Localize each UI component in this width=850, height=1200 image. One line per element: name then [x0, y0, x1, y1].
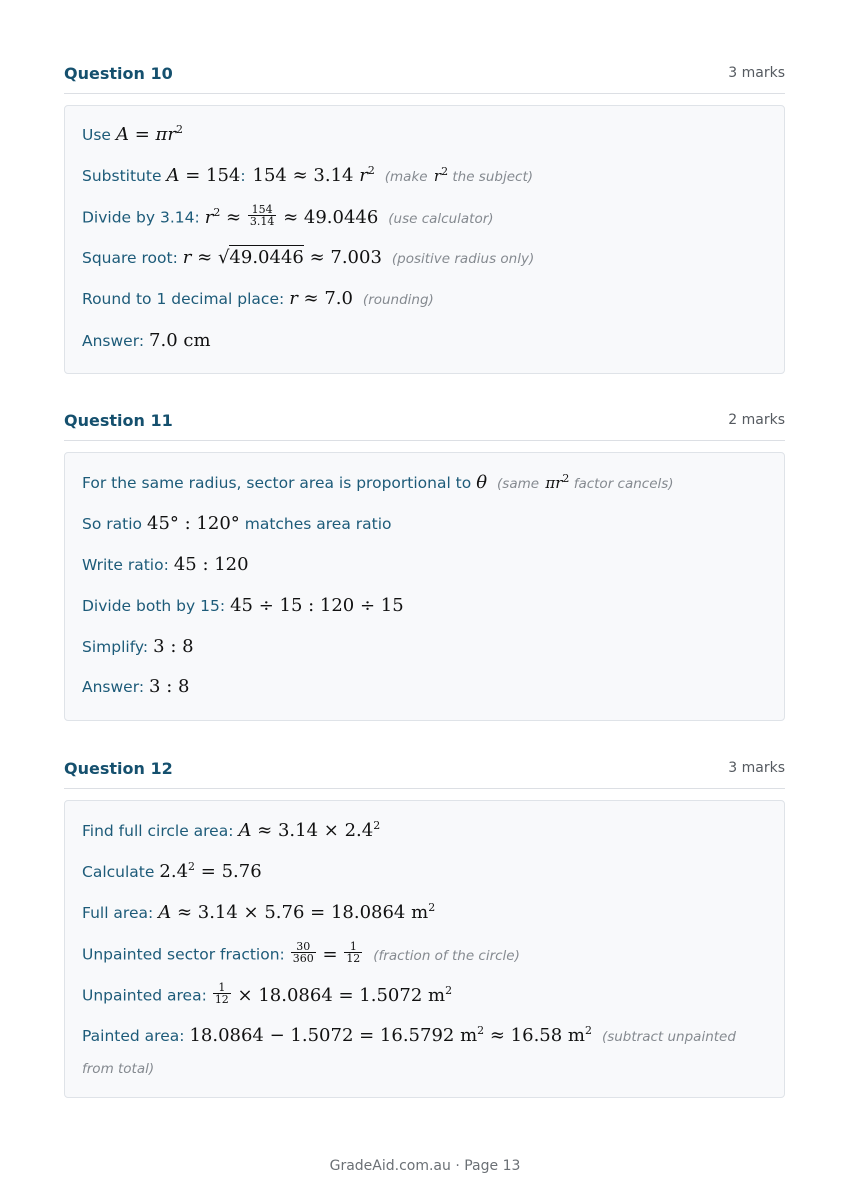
- question-12-solution: [64, 800, 785, 1098]
- step-label: Calculate: [82, 863, 155, 881]
- step-note: (use calculator): [388, 210, 494, 227]
- solution-step: [82, 247, 770, 270]
- step-math: r ≈ √49.0446 ≈ 7.003: [182, 247, 382, 268]
- step-label: Unpainted area:: [82, 986, 207, 1005]
- step-label: Answer:: [82, 678, 145, 696]
- solution-step: [82, 330, 770, 352]
- step-label: Round to 1 decimal place:: [82, 290, 285, 308]
- solution-step: [82, 981, 770, 1007]
- step-note: (make $r^2$ the subject): [384, 165, 534, 185]
- solution-step: [82, 940, 770, 967]
- step-label: Painted area:: [82, 1027, 185, 1045]
- step-label: Find full circle area:: [82, 822, 234, 840]
- step-label: Answer:: [82, 332, 145, 350]
- step-note: (fraction of the circle): [373, 947, 520, 964]
- solution-step: [82, 902, 770, 924]
- step-math: r ≈ 7.0: [289, 288, 353, 309]
- solution-step: Substitute A = 154: 154 ≈ 3.14 $r^2$ (make $r^2$ the subject): [82, 164, 534, 186]
- step-label: So ratio: [82, 515, 142, 533]
- step-label: Substitute: [82, 167, 162, 185]
- solution-step: [82, 595, 770, 617]
- page-footer: GradeAid.com.au · Page 13: [329, 1158, 521, 1174]
- question-title: Question 12: [64, 759, 173, 778]
- step-note: (rounding): [362, 292, 434, 308]
- step-note: (positive radius only): [391, 251, 535, 267]
- step-math: $\frac{1}{12}$ × 18.0864 = 1.5072 $m^2$: [214, 981, 453, 1006]
- solution-step: [82, 861, 770, 883]
- question-11-header: [64, 411, 785, 441]
- solution-step: [82, 820, 770, 842]
- question-title: Question 11: [64, 411, 173, 430]
- step-math: 18.0864 − 1.5072 = 16.5792 $m^2 \approx 16.58$ $m^2$: [189, 1024, 593, 1046]
- solution-step: [82, 636, 770, 658]
- question-12-header: [64, 759, 785, 789]
- step-label: Full area:: [82, 904, 154, 922]
- solution-step: [82, 513, 770, 535]
- step-note: (subtract unpainted from total): [82, 1029, 736, 1077]
- step-math: 45 : 120: [173, 554, 249, 575]
- step-math: $A = \pi r^2$: [115, 123, 183, 145]
- step-label-continued: matches area ratio: [244, 515, 392, 533]
- solution-step: [82, 288, 770, 311]
- step-math: 3 : 8: [149, 676, 190, 697]
- step-label: Write ratio:: [82, 556, 169, 574]
- step-label: Divide both by 15:: [82, 597, 226, 615]
- solution-step: [82, 554, 770, 576]
- question-10-header: [64, 64, 785, 94]
- step-math: $r^2$ ≈ $\frac{154}{3.14}$ ≈ 49.0446: [204, 203, 379, 228]
- question-marks: 3 marks: [728, 65, 785, 81]
- step-label: For the same radius, sector area is proportional to: [82, 474, 472, 492]
- step-math: 45 ÷ 15 : 120 ÷ 15: [230, 595, 404, 616]
- solution-step: [82, 676, 770, 698]
- step-label: Unpainted sector fraction:: [82, 945, 285, 964]
- step-math: A ≈ 3.14 × 5.76 = 18.0864 $m^2$: [158, 901, 436, 923]
- step-math: 45° : 120°: [147, 513, 240, 534]
- step-label: Divide by 3.14:: [82, 208, 200, 227]
- question-title: Question 10: [64, 64, 173, 83]
- step-math: 154 ≈ 3.14 $r^2$: [252, 164, 375, 186]
- question-11-solution: [64, 452, 785, 721]
- solution-step: [82, 472, 770, 495]
- step-math: 3 : 8: [153, 636, 194, 657]
- step-math: $\frac{30}{360}$ = $\frac{1}{12}$: [292, 940, 361, 965]
- step-note: (same $\pi r^2$ factor cancels): [497, 472, 674, 492]
- solution-step: [82, 124, 770, 146]
- question-marks: 2 marks: [728, 412, 785, 428]
- question-marks: 3 marks: [728, 760, 785, 776]
- question-10-solution: [64, 105, 785, 374]
- solution-step: [82, 1020, 770, 1085]
- step-label: Square root:: [82, 249, 178, 267]
- step-math: $A \approx 3.14 \times 2.4^2$: [238, 819, 381, 841]
- step-label: Simplify:: [82, 638, 149, 656]
- step-math: θ: [476, 472, 488, 493]
- step-math: 7.0 cm: [149, 330, 211, 351]
- step-math: A = 154: [166, 165, 241, 186]
- step-label: Use: [82, 126, 111, 144]
- step-math: $2.4^2 = 5.76$: [159, 860, 262, 882]
- solution-step: [82, 203, 770, 230]
